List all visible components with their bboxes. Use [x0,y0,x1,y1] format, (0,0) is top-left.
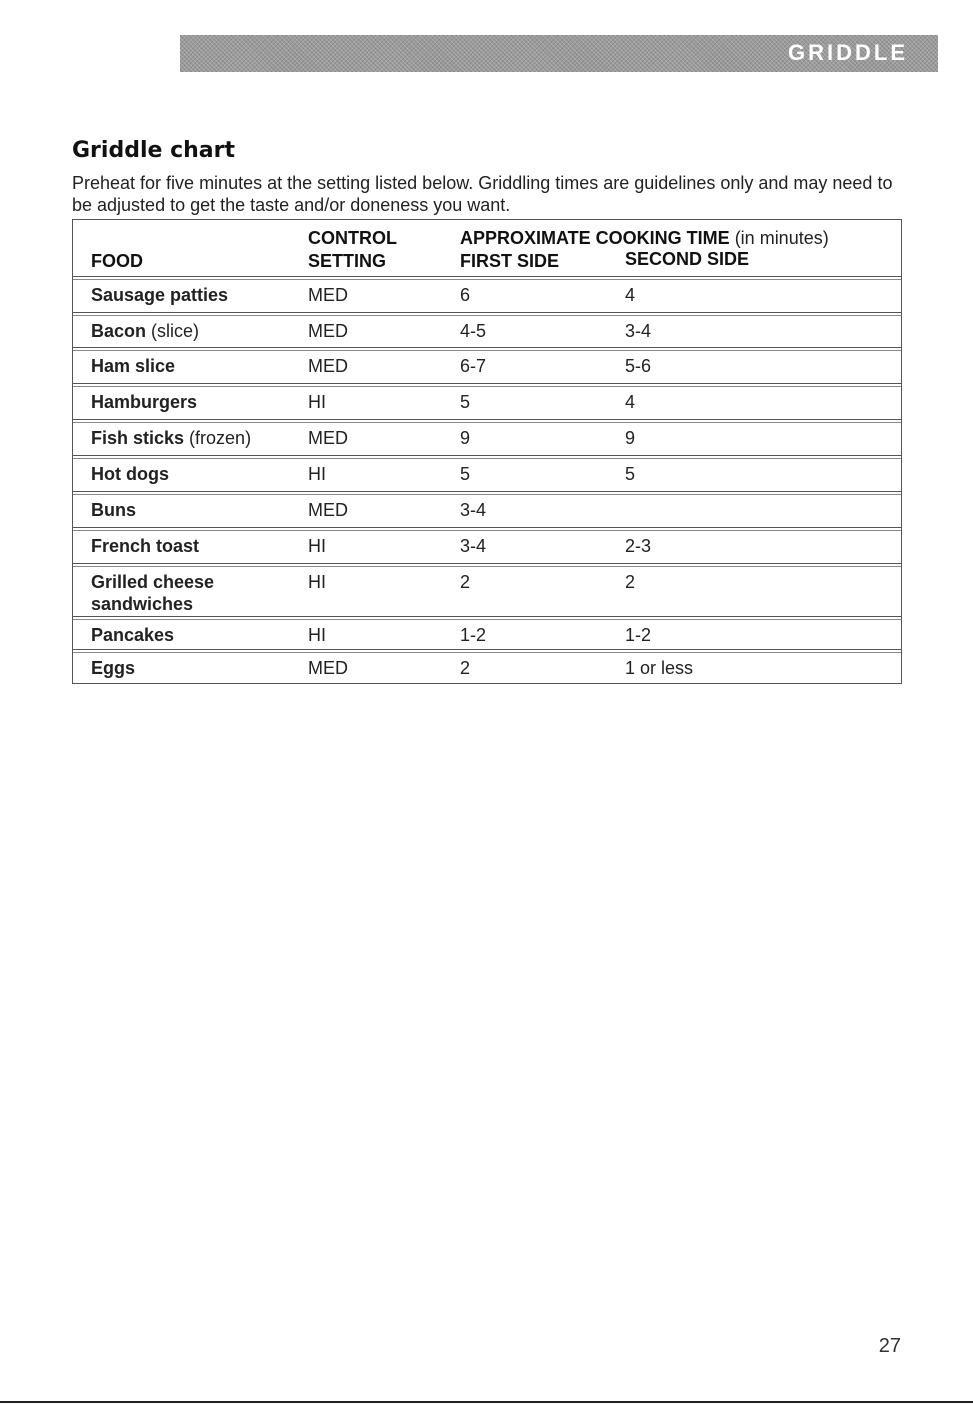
setting-cell: HI [308,464,326,484]
food-cell [91,320,301,342]
table-row [73,312,901,347]
food-note: (frozen) [184,428,252,448]
first-side-cell: 6-7 [460,356,487,376]
food-name: Sausage patties [91,285,229,305]
table-row [73,616,901,649]
first-side-cell: 5 [460,464,471,484]
food-name: Hot dogs [91,464,169,484]
table-row [73,491,901,527]
food-name: Bacon [91,321,147,341]
first-side-cell: 5 [460,392,471,412]
food-name: Buns [91,500,136,520]
first-side-cell: 3-4 [460,500,487,520]
setting-cell: MED [308,285,348,305]
food-name: Fish sticks [91,428,185,448]
food-cell [91,355,301,377]
second-side-cell: 5-6 [625,356,652,376]
section-banner [180,35,938,72]
setting-cell: HI [308,572,326,592]
section-banner-label: GRIDDLE [788,40,908,65]
setting-cell: HI [308,392,326,412]
second-side-cell: 1-2 [625,625,652,645]
table-header-row [73,220,901,276]
food-name: Ham slice [91,356,176,376]
first-side-cell: 4-5 [460,321,487,341]
header-second-side: SECOND SIDE [625,249,750,269]
second-side-cell: 3-4 [625,321,652,341]
food-cell [91,284,301,306]
second-side-cell: 4 [625,392,636,412]
setting-cell: HI [308,536,326,556]
food-note: (slice) [146,321,200,341]
header-approx-unit: (in minutes) [729,228,829,248]
food-cell [91,624,301,646]
table-row [73,347,901,383]
second-side-cell: 4 [625,285,636,305]
food-cell [91,427,301,449]
table-row [73,455,901,491]
first-side-cell: 2 [460,658,471,678]
table-row [73,419,901,455]
table-row [73,563,901,616]
first-side-cell: 3-4 [460,536,487,556]
setting-cell: MED [308,428,348,448]
page-number: 27 [878,1335,901,1357]
setting-cell: HI [308,625,326,645]
header-first-side: FIRST SIDE [460,251,560,271]
food-name: Hamburgers [91,392,198,412]
table-row [73,276,901,312]
setting-cell: MED [308,500,348,520]
header-food: FOOD [91,251,143,271]
food-cell [91,571,301,615]
header-control-line2: SETTING [308,251,387,271]
header-control-line1: CONTROL [308,228,397,248]
intro-paragraph: Preheat for five minutes at the setting listed below. Griddling times are guidelines only and may need to be adjusted to get the taste and/or doneness you want. [72,173,893,215]
first-side-cell: 2 [460,572,471,592]
second-side-cell: 5 [625,464,636,484]
header-approx-label: APPROXIMATE COOKING TIME [460,228,730,248]
first-side-cell: 1-2 [460,625,487,645]
food-name: Pancakes [91,625,175,645]
header-approx-time [460,227,829,249]
food-name: French toast [91,536,200,556]
table-row [73,527,901,563]
table-row [73,649,901,683]
griddle-chart-table [72,219,902,684]
second-side-cell: 9 [625,428,636,448]
food-cell [91,391,301,413]
setting-cell: MED [308,321,348,341]
setting-cell: MED [308,658,348,678]
setting-cell: MED [308,356,348,376]
first-side-cell: 9 [460,428,471,448]
food-name: Eggs [91,658,136,678]
first-side-cell: 6 [460,285,471,305]
table-row [73,383,901,419]
second-side-cell: 2-3 [625,536,652,556]
food-cell [91,463,301,485]
food-cell [91,657,301,679]
second-side-cell: 2 [625,572,636,592]
page-title: Griddle chart [72,138,235,163]
food-cell [91,535,301,557]
table-body [73,276,901,683]
food-cell [91,499,301,521]
second-side-cell: 1 or less [625,658,694,678]
bottom-rule [0,1401,973,1403]
food-name: Grilled cheese sandwiches [91,572,215,614]
